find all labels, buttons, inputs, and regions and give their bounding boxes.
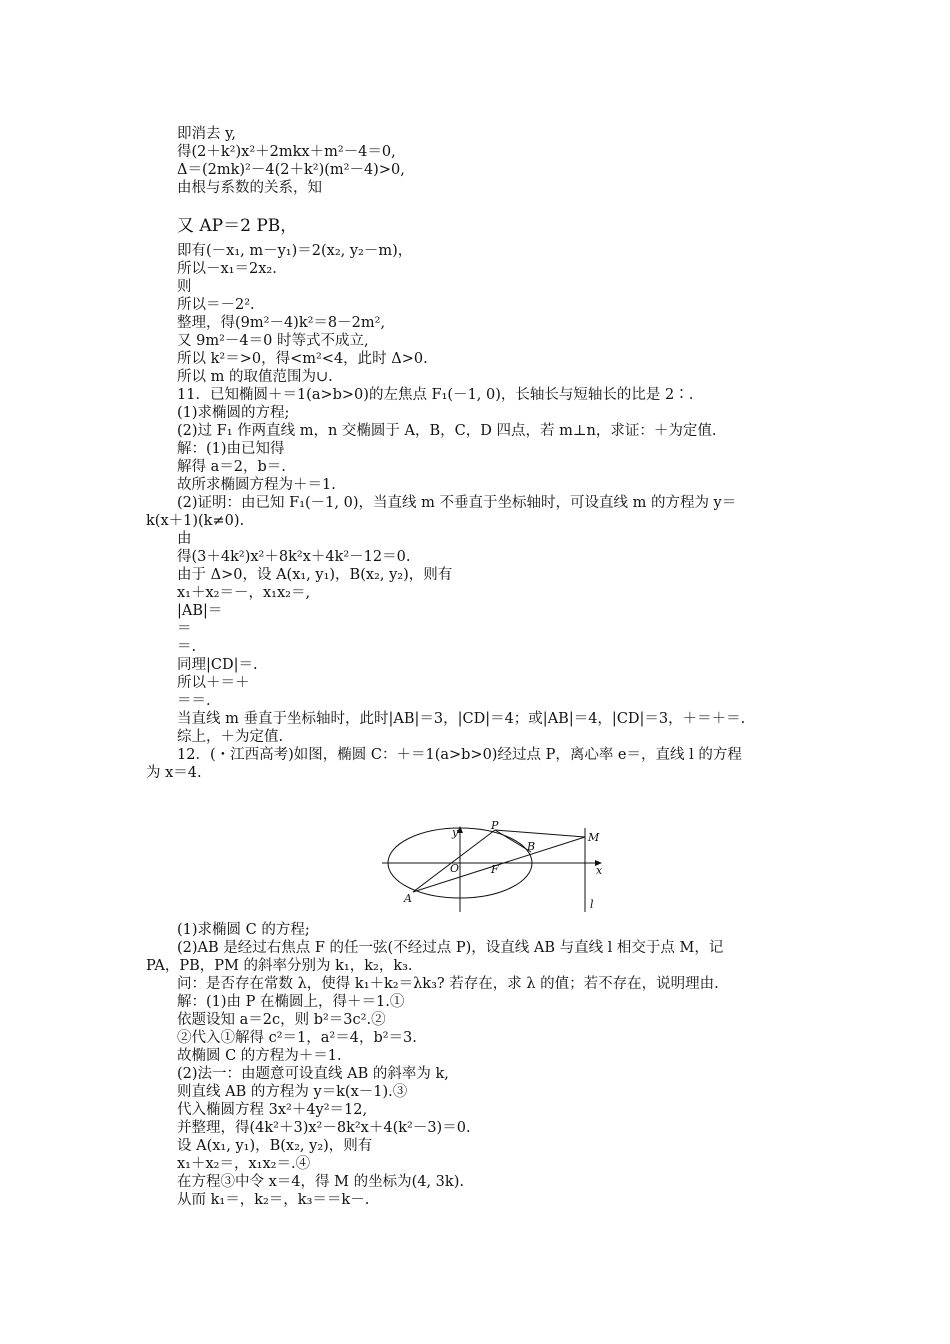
text-line: 解：(1)由 P 在椭圆上，得＋＝1.① bbox=[177, 994, 405, 1010]
text-line: 由根与系数的关系，知 bbox=[177, 180, 322, 196]
text-line: (1)求椭圆的方程; bbox=[177, 405, 290, 421]
text-line: 所以－x₁＝2x₂. bbox=[177, 261, 277, 277]
text-line: 所以 k²＝>0，得<m²<4，此时 Δ>0. bbox=[177, 351, 428, 367]
text-line: x₁＋x₂＝－，x₁x₂＝, bbox=[177, 585, 311, 601]
label-f: F bbox=[491, 863, 499, 876]
label-l: l bbox=[590, 898, 594, 911]
text-line: 从而 k₁＝，k₂＝，k₃＝＝k－. bbox=[177, 1192, 370, 1208]
ellipse-diagram bbox=[380, 819, 610, 912]
text-line: 问：是否存在常数 λ，使得 k₁＋k₂＝λk₃? 若存在，求 λ 的值；若不存在，说明理由. bbox=[177, 976, 719, 992]
text-line: 同理|CD|＝. bbox=[177, 657, 258, 673]
text-line: PA，PB，PM 的斜率分别为 k₁，k₂，k₃. bbox=[146, 958, 413, 974]
text-line: 由于 Δ>0，设 A(x₁, y₁)，B(x₂, y₂)，则有 bbox=[177, 567, 453, 583]
text-line: 综上，＋为定值. bbox=[177, 729, 284, 745]
text-line: (2)过 F₁ 作两直线 m，n 交椭圆于 A，B，C，D 四点，若 m⊥n，求证：＋为定值. bbox=[177, 423, 717, 439]
text-line: 在方程③中令 x＝4，得 M 的坐标为(4, 3k). bbox=[177, 1174, 464, 1190]
text-line: (2)法一：由题意可设直线 AB 的斜率为 k, bbox=[177, 1066, 449, 1082]
text-line: 得(2＋k²)x²＋2mkx＋m²－4＝0, bbox=[177, 144, 396, 160]
text-line: (2)证明：由已知 F₁(－1, 0)，当直线 m 不垂直于坐标轴时，可设直线 m 的方程为 y＝ bbox=[177, 495, 737, 511]
text-line: 当直线 m 垂直于坐标轴时，此时|AB|＝3，|CD|＝4；或|AB|＝4，|CD|＝3，＋＝＋＝. bbox=[177, 711, 746, 727]
text-line: 并整理，得(4k²＋3)x²－8k²x＋4(k²－3)＝0. bbox=[177, 1120, 471, 1136]
line-p-m bbox=[495, 830, 585, 837]
text-line: ＝. bbox=[177, 639, 197, 655]
text-line: ＝＝. bbox=[177, 693, 211, 709]
text-line: 又 AP＝2 PB， bbox=[177, 216, 298, 236]
label-m: M bbox=[588, 831, 600, 844]
label-o: O bbox=[450, 862, 460, 875]
label-a: A bbox=[404, 892, 412, 905]
text-line: 由 bbox=[177, 531, 192, 547]
text-line: k(x＋1)(k≠0). bbox=[146, 513, 245, 529]
label-x: x bbox=[596, 864, 603, 877]
text-line: 故所求椭圆方程为＋＝1. bbox=[177, 477, 336, 493]
text-line: 为 x＝4. bbox=[146, 765, 202, 781]
label-b: B bbox=[527, 840, 536, 853]
text-line: 整理，得(9m²－4)k²＝8－2m², bbox=[177, 315, 386, 331]
text-line: 设 A(x₁, y₁)，B(x₂, y₂)，则有 bbox=[177, 1138, 373, 1154]
text-line: 得(3＋4k²)x²＋8k²x＋4k²－12＝0. bbox=[177, 549, 411, 565]
text-line: 所以＝－2². bbox=[177, 297, 255, 313]
text-line: 代入椭圆方程 3x²＋4y²＝12, bbox=[177, 1102, 368, 1118]
text-line: Δ＝(2mk)²－4(2＋k²)(m²－4)>0, bbox=[177, 162, 405, 178]
text-line: ＝ bbox=[177, 621, 192, 637]
text-line: 解得 a＝2，b＝. bbox=[177, 459, 286, 475]
text-line: 则直线 AB 的方程为 y＝k(x－1).③ bbox=[177, 1084, 408, 1100]
ellipse-figure bbox=[380, 819, 610, 912]
text-line: 12．(・江西高考)如图，椭圆 C：＋＝1(a>b>0)经过点 P，离心率 e＝，直线 l 的方程 bbox=[177, 747, 742, 763]
line-p-a bbox=[413, 830, 495, 892]
text-line: 即消去 y, bbox=[177, 126, 236, 142]
text-line: 所以＋＝＋ bbox=[177, 675, 250, 691]
text-line: (2)AB 是经过右焦点 F 的任一弦(不经过点 P)，设直线 AB 与直线 l 相交于点 M，记 bbox=[177, 940, 724, 956]
text-line: 又 9m²－4＝0 时等式不成立, bbox=[177, 333, 369, 349]
text-line: 所以 m 的取值范围为∪. bbox=[177, 369, 333, 385]
text-line: 依题设知 a＝2c，则 b²＝3c².② bbox=[177, 1012, 386, 1028]
label-p: P bbox=[491, 819, 499, 832]
text-line: 则 bbox=[177, 279, 192, 295]
text-line: ②代入①解得 c²＝1，a²＝4，b²＝3. bbox=[177, 1030, 417, 1046]
text-line: 故椭圆 C 的方程为＋＝1. bbox=[177, 1048, 342, 1064]
text-line: (1)求椭圆 C 的方程; bbox=[177, 922, 310, 938]
label-y: y bbox=[452, 826, 459, 839]
text-line: 解：(1)由已知得 bbox=[177, 441, 285, 457]
text-line: x₁＋x₂＝，x₁x₂＝.④ bbox=[177, 1156, 311, 1172]
line-a-m bbox=[413, 837, 585, 892]
text-line: 即有(－x₁, m－y₁)＝2(x₂, y₂－m)， bbox=[177, 243, 413, 259]
text-line: 11．已知椭圆＋＝1(a>b>0)的左焦点 F₁(－1, 0)，长轴长与短轴长的比是 2∶. bbox=[177, 387, 694, 403]
line-p-b bbox=[495, 830, 531, 852]
text-line: |AB|＝ bbox=[177, 603, 223, 619]
